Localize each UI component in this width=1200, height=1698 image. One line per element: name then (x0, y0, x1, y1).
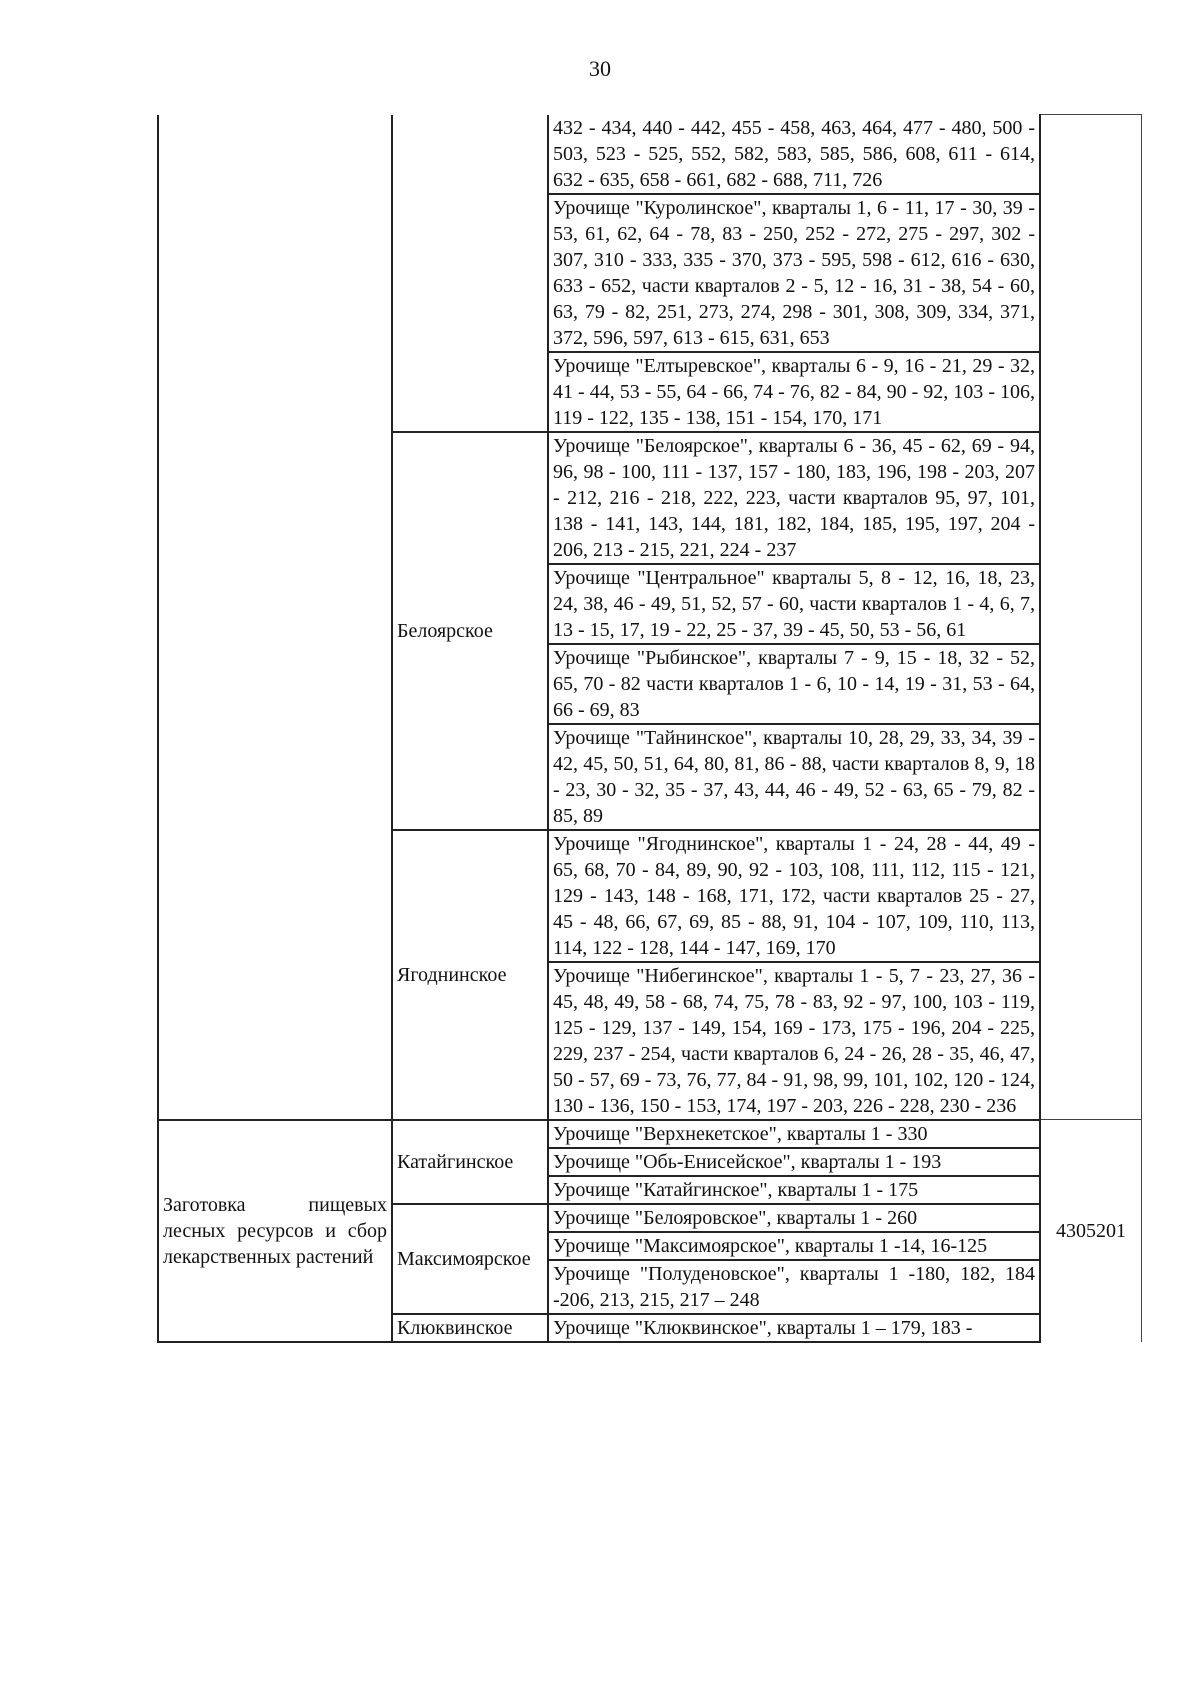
tract-cell: 432 - 434, 440 - 442, 455 - 458, 463, 464, 477 - 480, 500 - 503, 523 - 525, 552, 582, 583, 585, 586, 608, 611 - 614, 632 - 635, 658 - 661, 682 - 688, 711, 726 (548, 115, 1040, 194)
forestry-cell: Ягоднинское (392, 830, 548, 1120)
tract-cell: Урочище "Нибегинское", кварталы 1 - 5, 7 - 23, 27, 36 - 45, 48, 49, 58 - 68, 74, 75, 78 - 83, 92 - 97, 100, 103 - 119, 125 - 129, 137 - 149, 154, 169 - 173, 175 - 196, 204 - 225, 229, 237 - 254, части кварталов 6, 24 - 26, 28 - 35, 46, 47, 50 - 57, 69 - 73, 76, 77, 84 - 91, 98, 99, 101, 102, 120 - 124, 130 - 136, 150 - 153, 174, 197 - 203, 226 - 228, 230 - 236 (548, 962, 1040, 1120)
tract-cell: Урочище "Полуденовское", кварталы 1 -180, 182, 184 -206, 213, 215, 217 – 248 (548, 1260, 1040, 1314)
table-row (158, 1120, 1142, 1148)
forestry-cell: Клюквинское (392, 1314, 548, 1342)
forest-areas-table (157, 114, 1142, 1343)
tract-cell: Урочище "Рыбинское", кварталы 7 - 9, 15 - 18, 32 - 52, 65, 70 - 82 части кварталов 1 - 6, 10 - 14, 19 - 31, 53 - 64, 66 - 69, 83 (548, 644, 1040, 724)
page-number: 30 (589, 56, 611, 81)
tract-cell: Урочище "Максимоярское", кварталы 1 -14, 16-125 (548, 1232, 1040, 1260)
code-cell (1040, 115, 1142, 1120)
tract-cell: Урочище "Белояровское", кварталы 1 - 260 (548, 1204, 1040, 1232)
tract-cell: Урочище "Верхнекетское", кварталы 1 - 330 (548, 1120, 1040, 1148)
tract-cell: Урочище "Тайнинское", кварталы 10, 28, 29, 33, 34, 39 - 42, 45, 50, 51, 64, 80, 81, 86 - 88, части кварталов 8, 9, 18 - 23, 30 - 32, 35 - 37, 43, 44, 46 - 49, 52 - 63, 65 - 79, 82 - 85, 89 (548, 724, 1040, 830)
forestry-cell (392, 115, 548, 432)
table-row (158, 115, 1142, 194)
tract-cell: Урочище "Катайгинское", кварталы 1 - 175 (548, 1176, 1040, 1204)
tract-cell: Урочище "Елтыревское", кварталы 6 - 9, 16 - 21, 29 - 32, 41 - 44, 53 - 55, 64 - 66, 74 - 76, 82 - 84, 90 - 92, 103 - 106, 119 - 122, 135 - 138, 151 - 154, 170, 171 (548, 352, 1040, 432)
tract-cell: Урочище "Белоярское", кварталы 6 - 36, 45 - 62, 69 - 94, 96, 98 - 100, 111 - 137, 157 - 180, 183, 196, 198 - 203, 207 - 212, 216 - 218, 222, 223, части кварталов 95, 97, 101, 138 - 141, 143, 144, 181, 182, 184, 185, 195, 197, 204 - 206, 213 - 215, 221, 224 - 237 (548, 432, 1040, 564)
activity-cell (158, 115, 392, 1120)
forestry-cell: Максимоярское (392, 1204, 548, 1314)
tract-cell: Урочище "Клюквинское", кварталы 1 – 179, 183 - (548, 1314, 1040, 1342)
activity-cell: Заготовка пищевых лесных ресурсов и сбор лекарственных растений (158, 1120, 392, 1342)
tract-cell: Урочище "Куролинское", кварталы 1, 6 - 11, 17 - 30, 39 - 53, 61, 62, 64 - 78, 83 - 250, 252 - 272, 275 - 297, 302 - 307, 310 - 333, 335 - 370, 373 - 595, 598 - 612, 616 - 630, 633 - 652, части кварталов 2 - 5, 12 - 16, 31 - 38, 54 - 60, 63, 79 - 82, 251, 273, 274, 298 - 301, 308, 309, 334, 371, 372, 596, 597, 613 - 615, 631, 653 (548, 194, 1040, 352)
tract-cell: Урочище "Обь-Енисейское", кварталы 1 - 193 (548, 1148, 1040, 1176)
forestry-cell: Белоярское (392, 432, 548, 830)
tract-cell: Урочище "Ягоднинское", кварталы 1 - 24, 28 - 44, 49 - 65, 68, 70 - 84, 89, 90, 92 - 103, 108, 111, 112, 115 - 121, 129 - 143, 148 - 168, 171, 172, части кварталов 25 - 27, 45 - 48, 66, 67, 69, 85 - 88, 91, 104 - 107, 109, 110, 113, 114, 122 - 128, 144 - 147, 169, 170 (548, 830, 1040, 962)
tract-cell: Урочище "Центральное" кварталы 5, 8 - 12, 16, 18, 23, 24, 38, 46 - 49, 51, 52, 57 - 60, части кварталов 1 - 4, 6, 7, 13 - 15, 17, 19 - 22, 25 - 37, 39 - 45, 50, 53 - 56, 61 (548, 564, 1040, 644)
code-cell: 4305201 (1040, 1120, 1142, 1342)
forestry-cell: Катайгинское (392, 1120, 548, 1204)
